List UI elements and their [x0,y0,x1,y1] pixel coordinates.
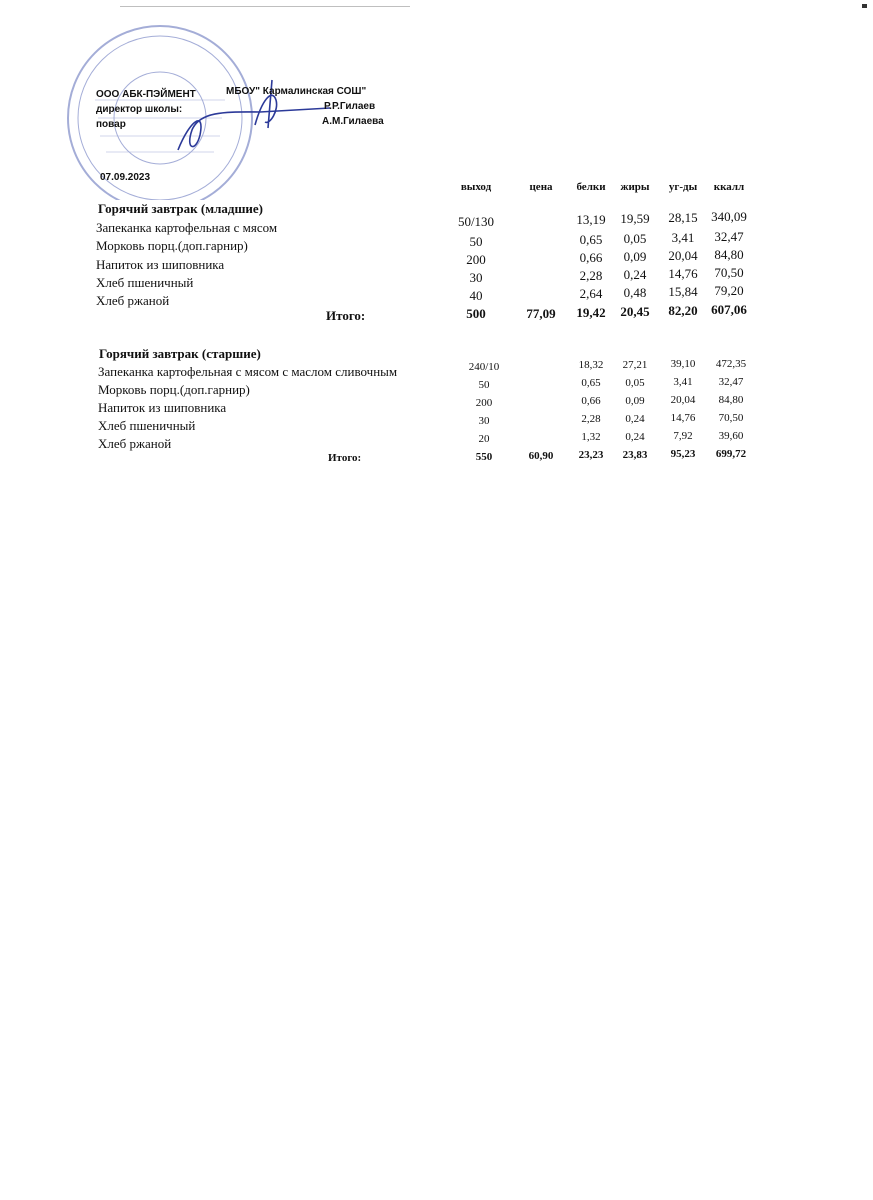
stamp-and-signature [0,0,873,200]
item-name: Хлеб пшеничный [98,418,196,433]
item-zhiry: 0,05 [623,231,647,246]
item-kkal: 32,47 [714,229,744,244]
col-header-kkal: ккалл [713,181,745,193]
item-ugdy: 39,10 [670,358,696,370]
supplier-name: ООО АБК-ПЭЙМЕНТ [96,89,196,100]
item-name: Морковь порц.(доп.гарнир) [96,238,248,253]
col-header-price: цена [529,181,553,193]
item-belki: 2,64 [579,286,603,301]
item-belki: 2,28 [579,268,603,283]
total-kkal: 607,06 [711,302,747,317]
item-zhiry: 0,24 [625,413,645,425]
item-belki: 0,65 [581,377,601,389]
item-zhiry: 0,09 [625,395,645,407]
item-zhiry: 0,48 [623,285,647,300]
item-ugdy: 28,15 [668,210,698,225]
item-belki: 1,32 [581,431,601,443]
total-kkal: 699,72 [715,448,747,460]
item-kkal: 70,50 [718,412,744,424]
item-kkal: 84,80 [714,247,744,262]
school-name: МБОУ" Кармалинская СОШ" [226,86,367,97]
item-kkal: 340,09 [711,209,747,224]
total-belki: 23,23 [578,449,604,461]
col-header-belki: белки [576,181,606,193]
section-title-senior: Горячий завтрак (старшие) [99,346,261,361]
total-vyhod: 500 [466,306,486,321]
item-kkal: 39,60 [718,430,744,442]
director-name: Р.Р.Гилаев [324,101,376,112]
item-zhiry: 27,21 [622,359,648,371]
item-kkal: 472,35 [715,358,747,370]
item-zhiry: 19,59 [620,211,650,226]
item-name: Хлеб ржаной [96,293,170,308]
total-zhiry: 23,83 [622,449,648,461]
item-belki: 0,66 [579,250,603,265]
item-belki: 0,65 [579,232,603,247]
item-zhiry: 0,24 [625,431,645,443]
total-zhiry: 20,45 [620,304,650,319]
cook-name: А.М.Гилаева [322,116,384,127]
item-vyhod: 240/10 [468,361,500,373]
col-header-ugdy: уг-ды [668,181,698,193]
item-ugdy: 20,04 [670,394,696,406]
item-ugdy: 3,41 [671,230,695,245]
total-price: 77,09 [526,306,556,321]
section-title-junior: Горячий завтрак (младшие) [98,201,264,216]
total-belki: 19,42 [576,305,606,320]
menu-date: 07.09.2023 [100,172,151,183]
item-name: Хлеб пшеничный [96,275,194,290]
total-ugdy: 95,23 [670,448,696,460]
item-vyhod: 40 [469,288,483,303]
item-name: Напиток из шиповника [98,400,227,415]
item-ugdy: 3,41 [673,376,693,388]
item-belki: 0,66 [581,395,601,407]
director-label: директор школы: [96,104,183,115]
item-zhiry: 0,24 [623,267,647,282]
item-kkal: 79,20 [714,283,744,298]
item-kkal: 84,80 [718,394,744,406]
item-kkal: 32,47 [718,376,744,388]
item-zhiry: 0,05 [625,377,645,389]
total-label: Итого: [326,308,366,323]
item-kkal: 70,50 [714,265,744,280]
item-name: Запеканка картофельная с мясом с маслом сливочным [98,364,398,379]
item-vyhod: 50 [469,234,483,249]
item-name: Морковь порц.(доп.гарнир) [98,382,250,397]
item-ugdy: 7,92 [673,430,693,442]
item-vyhod: 50 [478,379,490,391]
total-ugdy: 82,20 [668,303,698,318]
item-belki: 18,32 [578,359,604,371]
total-price: 60,90 [528,450,554,462]
item-vyhod: 200 [466,252,486,267]
item-ugdy: 15,84 [668,284,698,299]
item-name: Напиток из шиповника [96,257,225,272]
col-header-zhiry: жиры [620,181,650,193]
item-vyhod: 200 [475,397,493,409]
total-vyhod: 550 [475,451,493,463]
item-vyhod: 30 [469,270,483,285]
item-belki: 13,19 [576,212,606,227]
item-belki: 2,28 [581,413,601,425]
item-zhiry: 0,09 [623,249,647,264]
item-vyhod: 20 [478,433,490,445]
item-ugdy: 20,04 [668,248,698,263]
item-ugdy: 14,76 [670,412,696,424]
item-name: Запеканка картофельная с мясом [96,220,278,235]
cook-label: повар [96,119,126,130]
item-ugdy: 14,76 [668,266,698,281]
item-vyhod: 50/130 [457,214,495,229]
total-label: Итого: [328,452,362,464]
item-name: Хлеб ржаной [98,436,172,451]
col-header-vyhod: выход [460,181,492,193]
item-vyhod: 30 [478,415,490,427]
